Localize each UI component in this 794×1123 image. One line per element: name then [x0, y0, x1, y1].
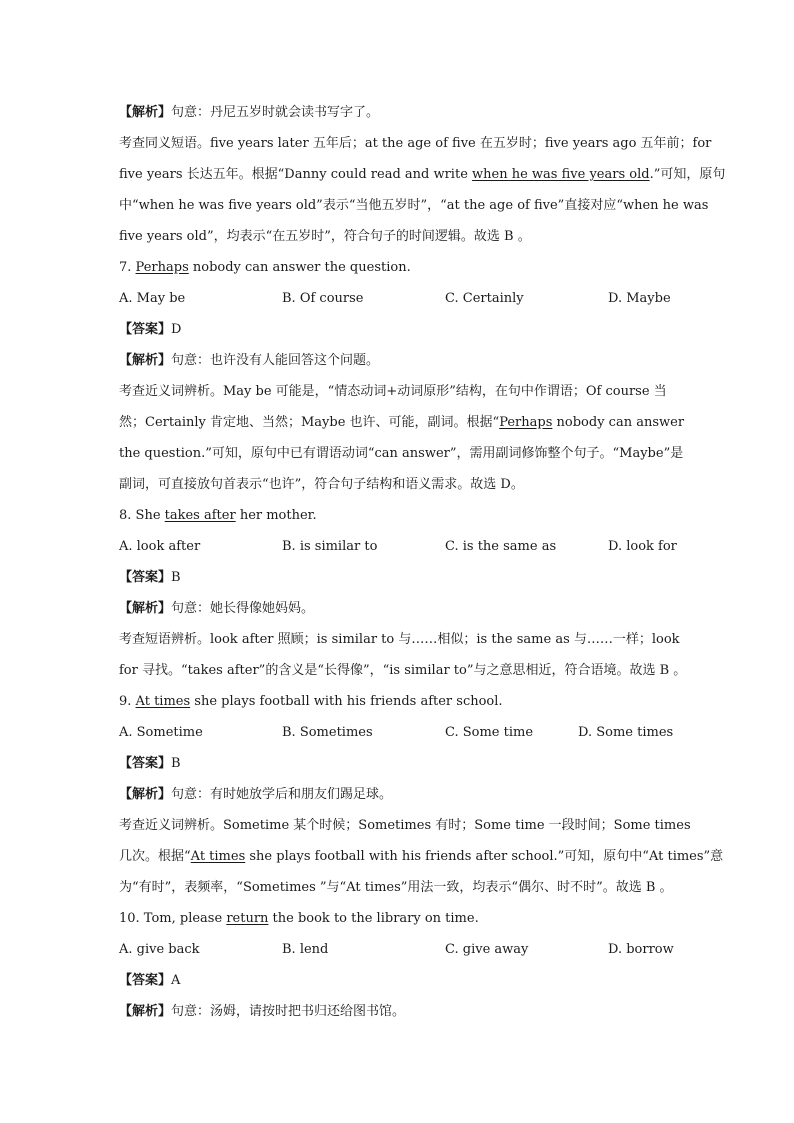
question-number: 9.	[119, 694, 136, 709]
explanation-text: 几次。根据“	[119, 849, 191, 864]
explanation-line: 考查近义词辨析。May be 可能是，“情态动词+动词原形”结构，在句中作谓语；Of course 当	[119, 384, 667, 399]
analysis-line	[119, 593, 684, 624]
analysis-line	[119, 996, 684, 1027]
analysis-tag: 【解析】	[119, 105, 172, 120]
option-a: A. Sometime	[119, 725, 203, 740]
answer-tag: 【答案】	[119, 322, 172, 337]
option-b: B. is similar to	[282, 539, 378, 554]
option-d: D. borrow	[608, 942, 674, 957]
option-c: C. is the same as	[445, 539, 557, 554]
answer-line	[119, 314, 684, 345]
question-number: 7.	[119, 260, 136, 275]
answer-value: B	[171, 570, 181, 585]
analysis-text: 句意：有时她放学后和朋友们踢足球。	[171, 787, 393, 802]
explanation-line: 考查同义短语。five years later 五年后；at the age of five 在五岁时；five years ago 五年前；for	[119, 136, 712, 151]
question-text: the book to the library on time.	[268, 911, 479, 926]
option-b: B. Sometimes	[282, 725, 373, 740]
option-b: B. lend	[282, 942, 329, 957]
option-a: A. May be	[119, 291, 186, 306]
analysis-tag: 【解析】	[119, 1004, 172, 1019]
explanation-line: the question.”可知，原句中已有谓语动词“can answer”，需用副词修饰整个句子。“Maybe”是	[119, 446, 684, 461]
answer-value: D	[171, 322, 182, 337]
option-d: D. look for	[608, 539, 677, 554]
answer-tag: 【答案】	[119, 570, 172, 585]
answer-tag: 【答案】	[119, 973, 172, 988]
explanation-text: .”可知，原句	[649, 167, 726, 182]
option-b: B. Of course	[282, 291, 364, 306]
answer-line	[119, 965, 684, 996]
analysis-tag: 【解析】	[119, 787, 172, 802]
analysis-line	[119, 779, 684, 810]
explanation-line: 副词，可直接放句首表示“也许”，符合句子结构和语义需求。故选 D。	[119, 477, 524, 492]
analysis-tag: 【解析】	[119, 601, 172, 616]
analysis-text: 句意：她长得像她妈妈。	[171, 601, 315, 616]
option-c: C. Some time	[445, 725, 534, 740]
option-d: D. Maybe	[608, 291, 671, 306]
option-a: A. give back	[119, 942, 200, 957]
question-8	[119, 500, 684, 531]
question-text: she plays football with his friends after school.	[190, 694, 503, 709]
underlined-phrase: At times	[135, 694, 191, 709]
analysis-text: 句意：也许没有人能回答这个问题。	[171, 353, 380, 368]
explanation-line: 考查短语辨析。look after 照顾；is similar to 与……相似；is the same as 与……一样；look	[119, 632, 680, 647]
underlined-word: Perhaps	[499, 415, 553, 430]
answer-line	[119, 562, 684, 593]
analysis-line	[119, 345, 684, 376]
options-row	[119, 283, 684, 314]
explanation-line: 为“有时”，表频率，“Sometimes ”与“At times”用法一致，均表示“偶尔、时不时”。故选 B 。	[119, 880, 673, 895]
analysis-line	[119, 97, 684, 128]
analysis-text: 句意：汤姆，请按时把书归还给图书馆。	[171, 1004, 406, 1019]
question-9	[119, 686, 684, 717]
explanation-text: 然；Certainly 肯定地、当然；Maybe 也许、可能，副词。根据“	[119, 415, 500, 430]
option-c: C. give away	[445, 942, 529, 957]
option-d: D. Some times	[578, 725, 674, 740]
underlined-phrase: when he was five years old	[472, 167, 650, 182]
underlined-phrase: takes after	[164, 508, 236, 523]
option-a: A. look after	[119, 539, 201, 554]
explanation-text: she plays football with his friends after school.”可知，原句中“At times”意	[245, 849, 724, 864]
question-text: nobody can answer the question.	[188, 260, 411, 275]
answer-value: A	[171, 973, 181, 988]
explanation-line: for 寻找。“takes after”的含义是“长得像”，“is similar to”与之意思相近，符合语境。故选 B 。	[119, 663, 687, 678]
analysis-text: 句意：丹尼五岁时就会读书写字了。	[171, 105, 380, 120]
explanation-line	[119, 841, 724, 872]
question-7	[119, 252, 684, 283]
option-c: C. Certainly	[445, 291, 524, 306]
analysis-tag: 【解析】	[119, 353, 172, 368]
question-10	[119, 903, 684, 934]
explanation-text: nobody can answer	[552, 415, 685, 430]
answer-line	[119, 748, 684, 779]
answer-value: B	[171, 756, 181, 771]
explanation-line: 中“when he was five years old”表示“当他五岁时”，“at the age of five”直接对应“when he was	[119, 198, 709, 213]
underlined-phrase: At times	[190, 849, 246, 864]
answer-tag: 【答案】	[119, 756, 172, 771]
question-number: 8. She	[119, 508, 165, 523]
question-number: 10. Tom, please	[119, 911, 227, 926]
explanation-line: 考查近义词辨析。Sometime 某个时候；Sometimes 有时；Some time 一段时间；Some times	[119, 818, 691, 833]
options-row	[119, 717, 684, 748]
options-row	[119, 531, 684, 562]
underlined-word: return	[226, 911, 269, 926]
explanation-line: five years old”，均表示“在五岁时”，符合句子的时间逻辑。故选 B 。	[119, 229, 531, 244]
explanation-line	[119, 407, 684, 438]
underlined-word: Perhaps	[135, 260, 189, 275]
question-text: her mother.	[235, 508, 317, 523]
explanation-text: five years 长达五年。根据“Danny could read and write	[119, 167, 473, 182]
explanation-line	[119, 159, 726, 190]
options-row	[119, 934, 684, 965]
